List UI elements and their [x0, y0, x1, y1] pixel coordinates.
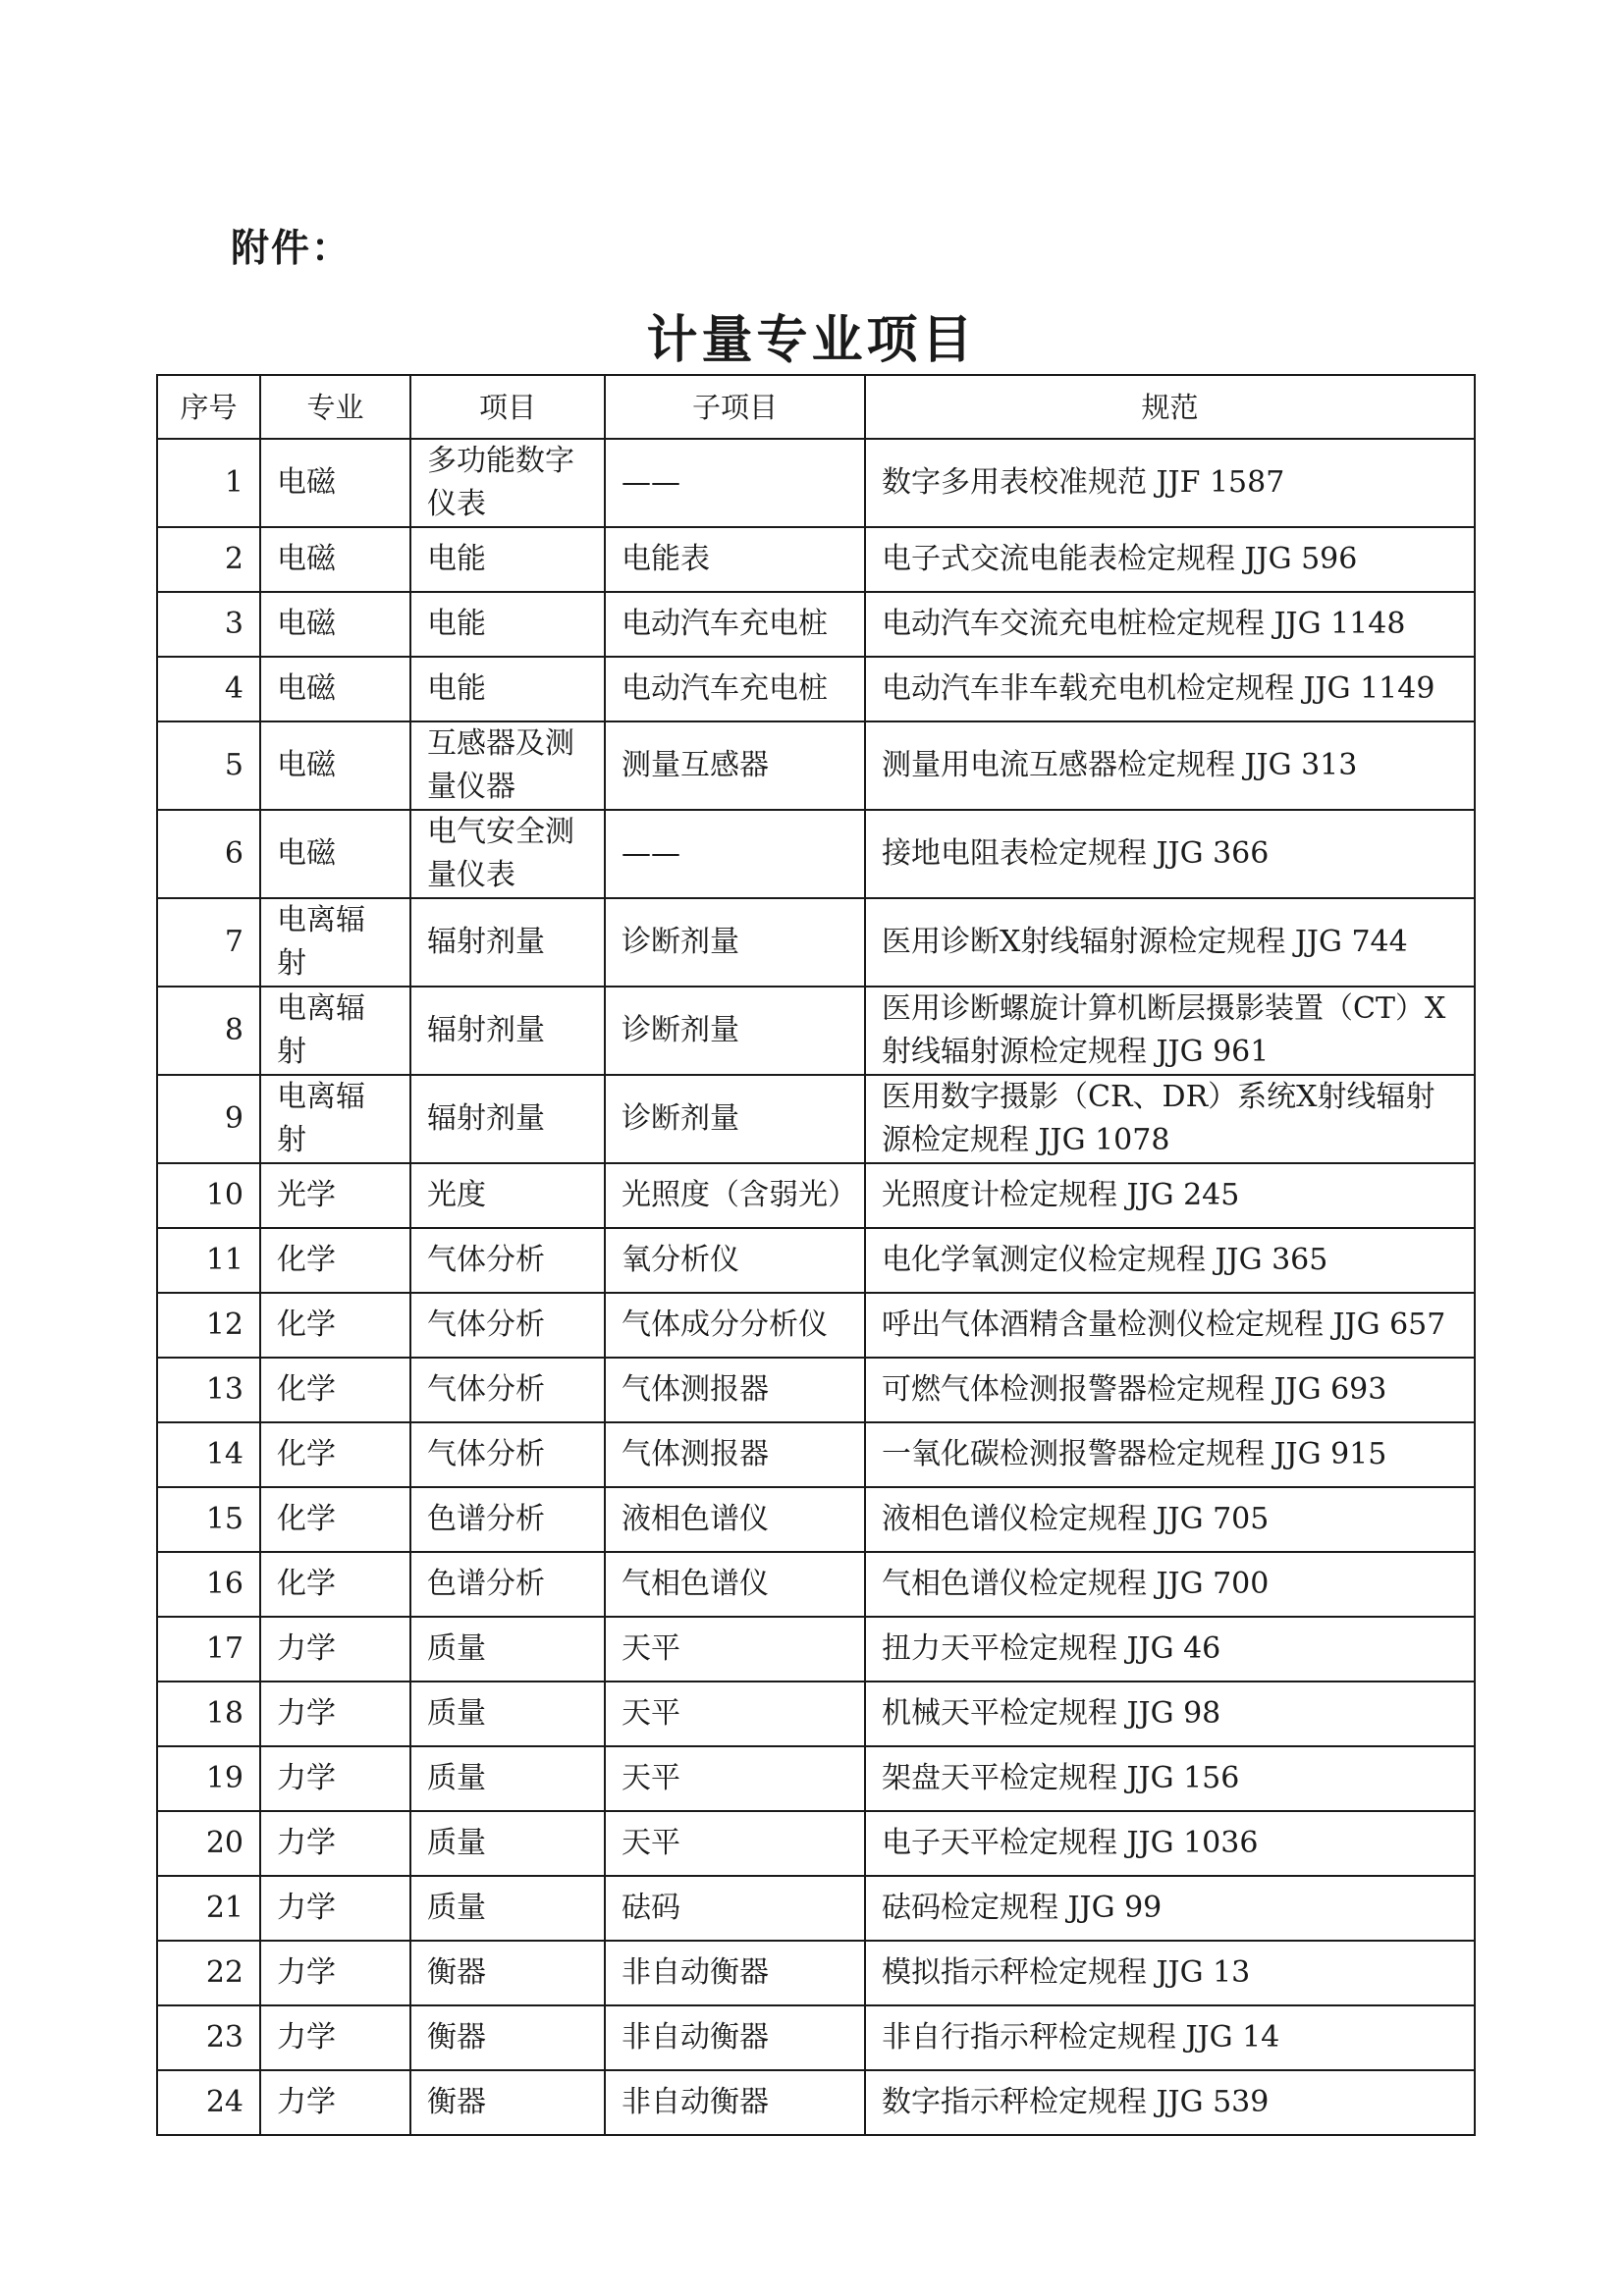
row-number: 5: [157, 721, 260, 810]
row-spec: 非自行指示秤检定规程 JJG 14: [865, 2005, 1475, 2070]
row-item: 衡器: [410, 2005, 605, 2070]
row-item: 衡器: [410, 1941, 605, 2005]
row-number: 14: [157, 1422, 260, 1487]
row-number: 17: [157, 1617, 260, 1682]
row-item: 光度: [410, 1163, 605, 1228]
row-item: 电能: [410, 527, 605, 592]
row-spec: 电动汽车非车载充电机检定规程 JJG 1149: [865, 657, 1475, 721]
metrology-items-table: [156, 374, 1476, 2136]
table-row: [157, 439, 1475, 527]
row-spec: 电子式交流电能表检定规程 JJG 596: [865, 527, 1475, 592]
header-major: 专业: [260, 375, 410, 439]
row-item: 质量: [410, 1876, 605, 1941]
row-number: 21: [157, 1876, 260, 1941]
row-subitem: 天平: [605, 1811, 865, 1876]
row-number: 12: [157, 1293, 260, 1358]
row-spec: 接地电阻表检定规程 JJG 366: [865, 810, 1475, 898]
row-subitem: 光照度（含弱光）: [605, 1163, 865, 1228]
row-subitem: 诊断剂量: [605, 898, 865, 987]
row-item: 辐射剂量: [410, 898, 605, 987]
row-number: 20: [157, 1811, 260, 1876]
row-number: 22: [157, 1941, 260, 2005]
row-major: 电磁: [260, 810, 410, 898]
row-item: 电能: [410, 592, 605, 657]
row-number: 7: [157, 898, 260, 987]
row-major: 化学: [260, 1552, 410, 1617]
row-subitem: 非自动衡器: [605, 2070, 865, 2135]
table-row: [157, 1746, 1475, 1811]
row-item: 辐射剂量: [410, 987, 605, 1075]
row-spec: 架盘天平检定规程 JJG 156: [865, 1746, 1475, 1811]
table-row: [157, 1228, 1475, 1293]
row-number: 13: [157, 1358, 260, 1422]
row-major: 力学: [260, 1682, 410, 1746]
row-subitem: 非自动衡器: [605, 2005, 865, 2070]
row-major: 电离辐射: [260, 1075, 410, 1163]
row-subitem: 电能表: [605, 527, 865, 592]
row-subitem: 诊断剂量: [605, 1075, 865, 1163]
row-item: 质量: [410, 1682, 605, 1746]
row-item: 互感器及测量仪器: [410, 721, 605, 810]
table-row: [157, 898, 1475, 987]
row-spec: 光照度计检定规程 JJG 245: [865, 1163, 1475, 1228]
row-number: 23: [157, 2005, 260, 2070]
document-title: 计量专业项目: [646, 311, 977, 370]
row-item: 气体分析: [410, 1422, 605, 1487]
row-subitem: 电动汽车充电桩: [605, 657, 865, 721]
row-subitem: 气体成分分析仪: [605, 1293, 865, 1358]
table-body: [157, 439, 1475, 2135]
table-row: [157, 987, 1475, 1075]
table-row: [157, 1552, 1475, 1617]
row-number: 10: [157, 1163, 260, 1228]
row-subitem: 天平: [605, 1617, 865, 1682]
row-spec: 数字多用表校准规范 JJF 1587: [865, 439, 1475, 527]
row-spec: 机械天平检定规程 JJG 98: [865, 1682, 1475, 1746]
table-row: [157, 1487, 1475, 1552]
row-major: 力学: [260, 1876, 410, 1941]
row-major: 电磁: [260, 527, 410, 592]
header-no: 序号: [157, 375, 260, 439]
row-major: 电离辐射: [260, 987, 410, 1075]
row-major: 力学: [260, 1811, 410, 1876]
row-spec: 气相色谱仪检定规程 JJG 700: [865, 1552, 1475, 1617]
row-item: 气体分析: [410, 1358, 605, 1422]
table-header-row: [157, 375, 1475, 439]
row-spec: 砝码检定规程 JJG 99: [865, 1876, 1475, 1941]
row-subitem: ——: [605, 439, 865, 527]
row-number: 8: [157, 987, 260, 1075]
row-number: 3: [157, 592, 260, 657]
row-subitem: ——: [605, 810, 865, 898]
row-spec: 电化学氧测定仪检定规程 JJG 365: [865, 1228, 1475, 1293]
header-spec: 规范: [865, 375, 1475, 439]
table-row: [157, 592, 1475, 657]
row-number: 4: [157, 657, 260, 721]
row-item: 辐射剂量: [410, 1075, 605, 1163]
row-number: 19: [157, 1746, 260, 1811]
row-number: 2: [157, 527, 260, 592]
row-item: 气体分析: [410, 1293, 605, 1358]
row-item: 质量: [410, 1811, 605, 1876]
attachment-label: 附件：: [231, 227, 352, 271]
row-major: 化学: [260, 1358, 410, 1422]
row-item: 质量: [410, 1746, 605, 1811]
row-major: 电磁: [260, 592, 410, 657]
row-subitem: 气相色谱仪: [605, 1552, 865, 1617]
row-number: 18: [157, 1682, 260, 1746]
table-row: [157, 1682, 1475, 1746]
row-major: 电磁: [260, 657, 410, 721]
table-row: [157, 1293, 1475, 1358]
row-spec: 医用诊断螺旋计算机断层摄影装置（CT）X射线辐射源检定规程 JJG 961: [865, 987, 1475, 1075]
row-item: 色谱分析: [410, 1552, 605, 1617]
row-major: 光学: [260, 1163, 410, 1228]
row-spec: 医用诊断X射线辐射源检定规程 JJG 744: [865, 898, 1475, 987]
table-row: [157, 721, 1475, 810]
row-major: 化学: [260, 1487, 410, 1552]
row-major: 化学: [260, 1293, 410, 1358]
table-row: [157, 527, 1475, 592]
row-spec: 电动汽车交流充电桩检定规程 JJG 1148: [865, 592, 1475, 657]
row-item: 多功能数字仪表: [410, 439, 605, 527]
table-row: [157, 657, 1475, 721]
table-row: [157, 1876, 1475, 1941]
row-item: 色谱分析: [410, 1487, 605, 1552]
row-major: 力学: [260, 2070, 410, 2135]
row-major: 电磁: [260, 439, 410, 527]
row-major: 力学: [260, 2005, 410, 2070]
table-row: [157, 1358, 1475, 1422]
row-number: 11: [157, 1228, 260, 1293]
row-spec: 可燃气体检测报警器检定规程 JJG 693: [865, 1358, 1475, 1422]
row-spec: 呼出气体酒精含量检测仪检定规程 JJG 657: [865, 1293, 1475, 1358]
row-spec: 电子天平检定规程 JJG 1036: [865, 1811, 1475, 1876]
table-row: [157, 1811, 1475, 1876]
row-major: 力学: [260, 1746, 410, 1811]
row-spec: 数字指示秤检定规程 JJG 539: [865, 2070, 1475, 2135]
row-subitem: 液相色谱仪: [605, 1487, 865, 1552]
row-subitem: 天平: [605, 1746, 865, 1811]
row-spec: 液相色谱仪检定规程 JJG 705: [865, 1487, 1475, 1552]
row-subitem: 非自动衡器: [605, 1941, 865, 2005]
header-subitem: 子项目: [605, 375, 865, 439]
row-major: 电磁: [260, 721, 410, 810]
row-subitem: 气体测报器: [605, 1422, 865, 1487]
row-major: 力学: [260, 1941, 410, 2005]
table-row: [157, 1617, 1475, 1682]
table-row: [157, 2070, 1475, 2135]
row-number: 1: [157, 439, 260, 527]
row-major: 力学: [260, 1617, 410, 1682]
table-row: [157, 1075, 1475, 1163]
row-spec: 模拟指示秤检定规程 JJG 13: [865, 1941, 1475, 2005]
row-number: 16: [157, 1552, 260, 1617]
row-subitem: 电动汽车充电桩: [605, 592, 865, 657]
row-item: 质量: [410, 1617, 605, 1682]
row-subitem: 测量互感器: [605, 721, 865, 810]
row-number: 9: [157, 1075, 260, 1163]
row-major: 化学: [260, 1228, 410, 1293]
table-row: [157, 810, 1475, 898]
row-subitem: 氧分析仪: [605, 1228, 865, 1293]
row-number: 24: [157, 2070, 260, 2135]
row-item: 电气安全测量仪表: [410, 810, 605, 898]
row-spec: 扭力天平检定规程 JJG 46: [865, 1617, 1475, 1682]
row-number: 6: [157, 810, 260, 898]
row-subitem: 天平: [605, 1682, 865, 1746]
row-number: 15: [157, 1487, 260, 1552]
row-subitem: 砝码: [605, 1876, 865, 1941]
table-row: [157, 1422, 1475, 1487]
row-spec: 一氧化碳检测报警器检定规程 JJG 915: [865, 1422, 1475, 1487]
table-row: [157, 1163, 1475, 1228]
header-item: 项目: [410, 375, 605, 439]
row-major: 化学: [260, 1422, 410, 1487]
table-row: [157, 1941, 1475, 2005]
row-item: 电能: [410, 657, 605, 721]
table-row: [157, 2005, 1475, 2070]
row-spec: 医用数字摄影（CR、DR）系统X射线辐射源检定规程 JJG 1078: [865, 1075, 1475, 1163]
row-major: 电离辐射: [260, 898, 410, 987]
row-subitem: 气体测报器: [605, 1358, 865, 1422]
row-item: 气体分析: [410, 1228, 605, 1293]
row-subitem: 诊断剂量: [605, 987, 865, 1075]
row-spec: 测量用电流互感器检定规程 JJG 313: [865, 721, 1475, 810]
row-item: 衡器: [410, 2070, 605, 2135]
